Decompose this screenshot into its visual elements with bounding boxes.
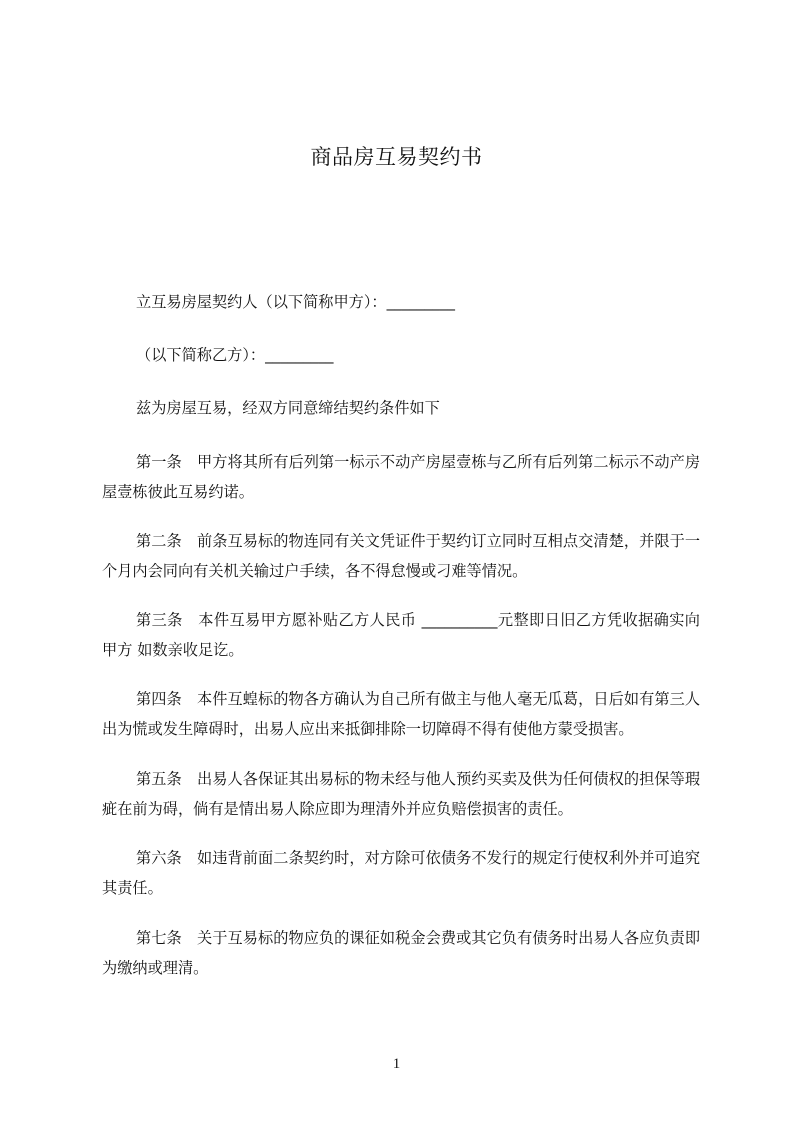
paragraph-party-a: 立互易房屋契约人（以下简称甲方）：_________: [136, 293, 455, 311]
article-3: 第三条 本件互易甲方愿补贴乙方人民币 __________元整即日旧乙方凭收据确实向甲方 如数亲收足讫。: [102, 611, 700, 659]
article-1: 第一条 甲方将其所有后列第一标示不动产房屋壹栋与乙所有后列第二标示不动产房屋壹栋彼此互易约诺。: [102, 453, 700, 501]
page-number: 1: [392, 1056, 401, 1072]
article-6: 第六条 如违背前面二条契约时，对方除可依债务不发行的规定行使权利外并可追究其责任。: [102, 849, 700, 897]
document-title: 商品房互易契约书: [310, 145, 483, 169]
article-2: 第二条 前条互易标的物连同有关文凭证件于契约订立同时互相点交清楚，并限于一个月内会同向有关机关输过户手续，各不得怠慢或刁难等情况。: [102, 532, 700, 580]
article-4: 第四条 本件互蝗标的物各方确认为自己所有做主与他人毫无瓜葛，日后如有第三人出为慌或发生障碍时，出易人应出来抵御排除一切障碍不得有使他方蒙受损害。: [102, 690, 700, 738]
article-5: 第五条 出易人各保证其出易标的物未经与他人预约买卖及供为任何债权的担保等瑕疵在前为碍，倘有是情出易人除应即为理清外并应负赔偿损害的责任。: [102, 770, 700, 818]
paragraph-preamble: 兹为房屋互易，经双方同意缔结契约条件如下: [136, 399, 440, 417]
article-7: 第七条 关于互易标的物应负的课征如税金会费或其它负有债务时出易人各应负责即为缴纳或理清。: [102, 929, 700, 977]
paragraph-party-b: （以下简称乙方）：_________: [136, 346, 334, 364]
